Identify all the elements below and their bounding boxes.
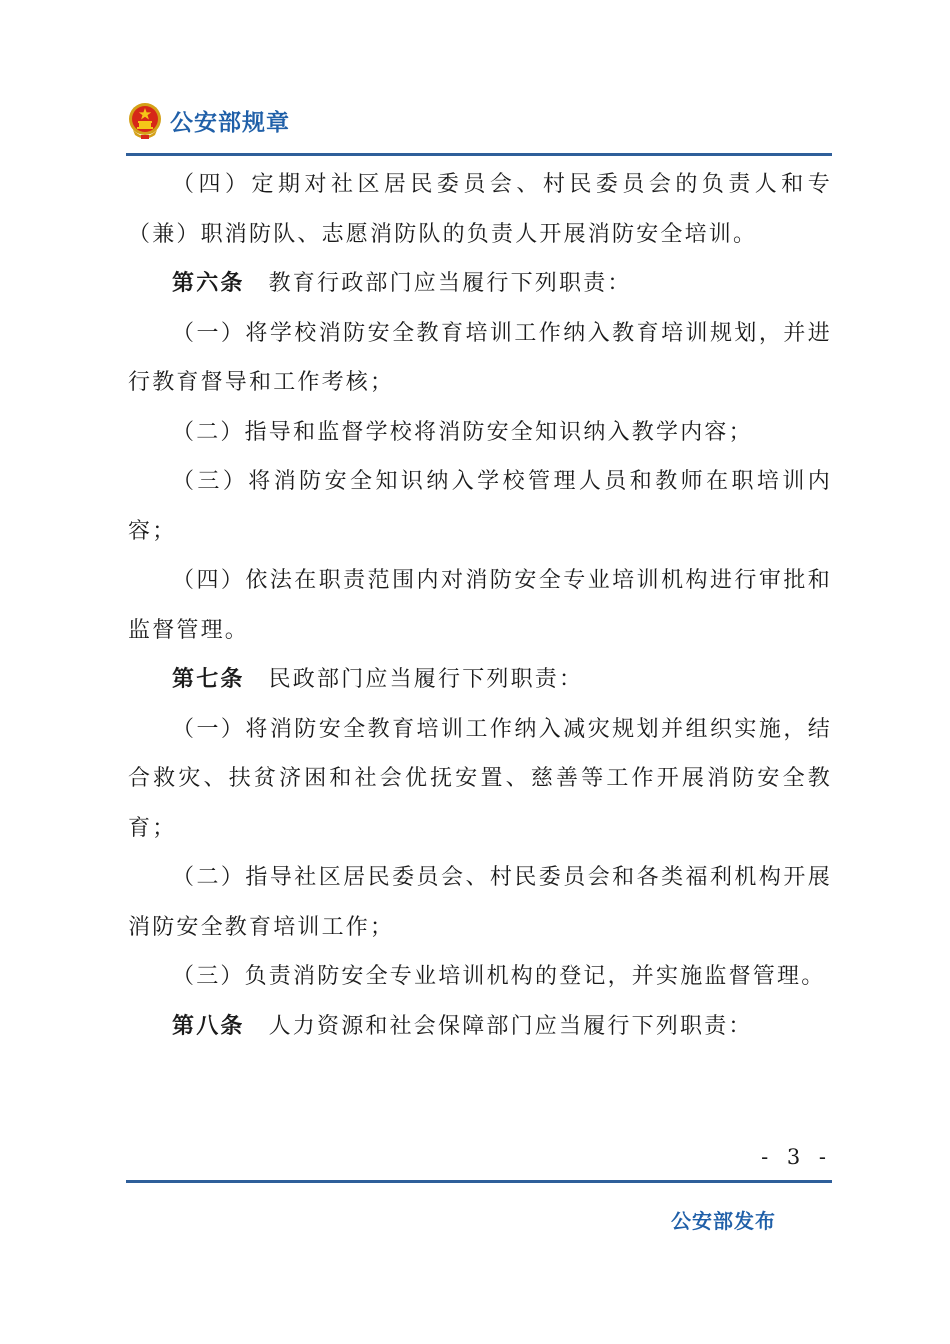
document-body [128,160,832,1051]
document-header [128,100,832,146]
paragraph-text: 教育行政部门应当履行下列职责： [268,271,632,296]
paragraph [128,408,832,458]
header-divider [126,153,832,156]
article-number: 第七条 [172,667,245,692]
footer-publisher: 公安部发布 [671,1209,776,1233]
paragraph [128,705,832,854]
article-paragraph [128,1002,832,1052]
paragraph-text: 人力资源和社会保障部门应当履行下列职责： [268,1013,753,1039]
page-number: - 3 - [761,1145,832,1169]
paragraph [128,160,832,259]
footer-divider [126,1180,832,1183]
header-title: 公安部规章 [170,110,290,136]
article-number: 第八条 [172,1013,245,1039]
paragraph [128,853,832,952]
paragraph [128,457,832,556]
paragraph-text: （二）指导和监督学校将消防安全知识纳入教学内容； [172,419,753,445]
article-paragraph [128,259,832,309]
paragraph-text: 民政部门应当履行下列职责： [268,667,584,692]
national-emblem-icon [128,102,162,140]
paragraph [128,952,832,1002]
paragraph-text: （一）将消防安全教育培训工作纳入减灾规划并组织实施，结合救灾、扶贫济困和社会优抚安置、慈善等工作开展消防安全教育； [128,716,832,841]
paragraph-text: （三）将消防安全知识纳入学校管理人员和教师在职培训内容； [128,469,832,544]
paragraph [128,309,832,408]
paragraph-text: （二）指导社区居民委员会、村民委员会和各类福利机构开展消防安全教育培训工作； [128,865,832,940]
paragraph-text: （一）将学校消防安全教育培训工作纳入教育培训规划，并进行教育督导和工作考核； [128,320,832,395]
paragraph-text: （四）依法在职责范围内对消防安全专业培训机构进行审批和监督管理。 [128,568,832,643]
paragraph [128,556,832,655]
paragraph-text: （三）负责消防安全专业培训机构的登记，并实施监督管理。 [172,964,826,989]
paragraph-text: （四）定期对社区居民委员会、村民委员会的负责人和专（兼）职消防队、志愿消防队的负责人开展消防安全培训。 [128,172,832,247]
article-number: 第六条 [172,271,245,296]
article-paragraph [128,655,832,705]
